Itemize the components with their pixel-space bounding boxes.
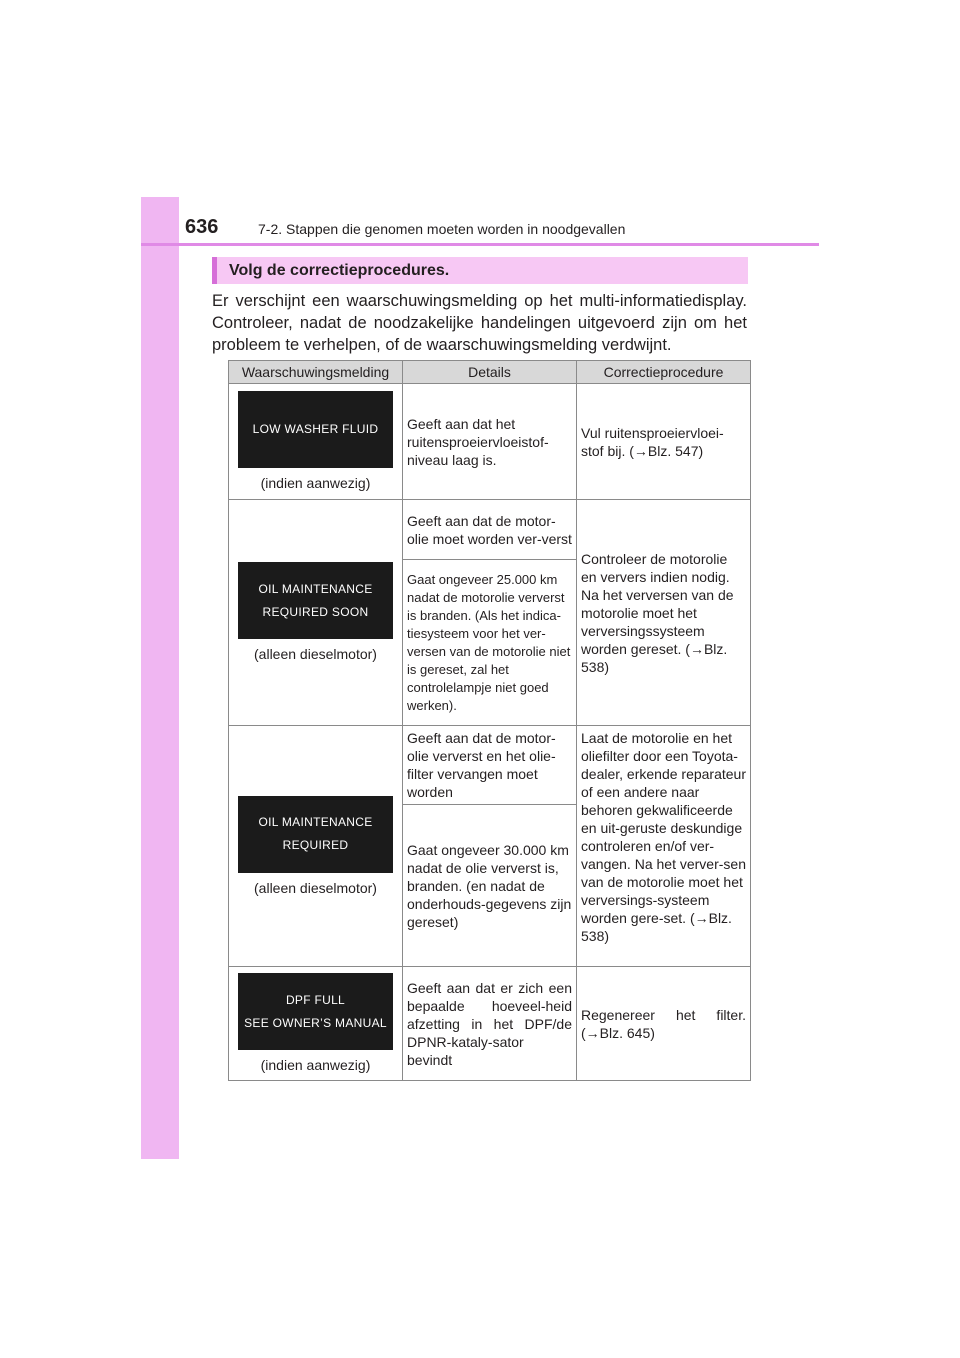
- details-cell: Geeft aan dat er zich een bepaalde hoeveel-heid afzetting in het DPF/de DPNR-kataly-sator bevindt: [403, 967, 577, 1081]
- details-cell: Gaat ongeveer 25.000 km nadat de motorolie ververst is branden. (Als het indica-tiesysteem voor het ver-versen van de motorolie niet is gereset, zal het controlelampje niet goed werken).: [403, 560, 577, 726]
- running-title: 7-2. Stappen die genomen moeten worden in noodgevallen: [258, 221, 626, 237]
- intro-paragraph: Er verschijnt een waarschuwingsmelding op het multi-informatiedisplay. Controleer, nadat de noodzakelijke handelingen uitgevoerd zijn om het probleem te verhelpen, of de waarschuwingsmelding verdwijnt.: [212, 292, 747, 354]
- availability-note: (alleen dieselmotor): [254, 879, 377, 896]
- availability-note: (alleen dieselmotor): [254, 646, 377, 662]
- display-screen-image: [238, 391, 393, 468]
- details-cell: Geeft aan dat de motor-olie moet worden ver-verst: [403, 500, 577, 560]
- display-screen-image: [238, 796, 393, 873]
- table-row: [229, 967, 751, 1081]
- section-heading: [212, 257, 748, 284]
- procedure-cell: Controleer de motorolie en ververs indien nodig. Na het verversen van de motorolie moet het verversingssysteem worden gereset. (→Blz. 538): [577, 500, 751, 726]
- section-title: Volg de correctieprocedures.: [229, 262, 450, 279]
- chapter-sidebar: [141, 197, 179, 1159]
- warning-message-cell: [229, 500, 403, 726]
- procedure-cell: Regenereer het filter. (→Blz. 645): [577, 967, 751, 1081]
- screen-text: REQUIRED: [282, 838, 349, 852]
- details-cell: Geeft aan dat het ruitensproeiervloeistof-niveau laag is.: [403, 384, 577, 500]
- column-header: Waarschuwingsmelding: [229, 361, 403, 384]
- page-number: 636: [185, 216, 219, 238]
- warning-message-cell: [229, 967, 403, 1081]
- warning-message-cell: [229, 726, 403, 967]
- availability-note: (indien aanwezig): [260, 475, 371, 491]
- screen-text: DPF FULL: [285, 992, 346, 1007]
- details-cell: Gaat ongeveer 30.000 km nadat de olie ververst is, branden. (en nadat de onderhouds-gegevens zijn gereset): [403, 805, 577, 967]
- table-row: [229, 384, 751, 500]
- display-screen-image: [238, 562, 393, 639]
- procedure-cell: Vul ruitensproeiervloei-stof bij. (→Blz. 547): [577, 384, 751, 500]
- column-header: Correctieprocedure: [577, 361, 751, 384]
- column-header: Details: [403, 361, 577, 384]
- warning-message-cell: [229, 384, 403, 500]
- availability-note: (indien aanwezig): [260, 1057, 371, 1073]
- screen-text: LOW WASHER FLUID: [252, 422, 379, 436]
- table-header-row: [229, 361, 751, 384]
- display-screen-image: [238, 973, 393, 1050]
- table-row: [229, 500, 751, 560]
- details-cell: Geeft aan dat de motor-olie ververst en het olie-filter vervangen moet worden: [403, 726, 577, 805]
- table-row: [229, 726, 751, 805]
- screen-text: OIL MAINTENANCE: [258, 815, 373, 829]
- screen-text: SEE OWNER’S MANUAL: [244, 1015, 387, 1030]
- screen-text: REQUIRED SOON: [262, 604, 369, 619]
- procedure-cell: Laat de motorolie en het oliefilter door een Toyota-dealer, erkende reparateur of een andere naar behoren gekwalificeerde en uit-geruste deskundige controleren en/of ver-vangen. Na het verver-sen van de motorolie moet het verversings-systeem worden gere-set. (→Blz. 538): [577, 726, 751, 967]
- screen-text: OIL MAINTENANCE: [258, 581, 373, 596]
- header-rule: [141, 243, 819, 246]
- warning-table: [228, 360, 751, 1081]
